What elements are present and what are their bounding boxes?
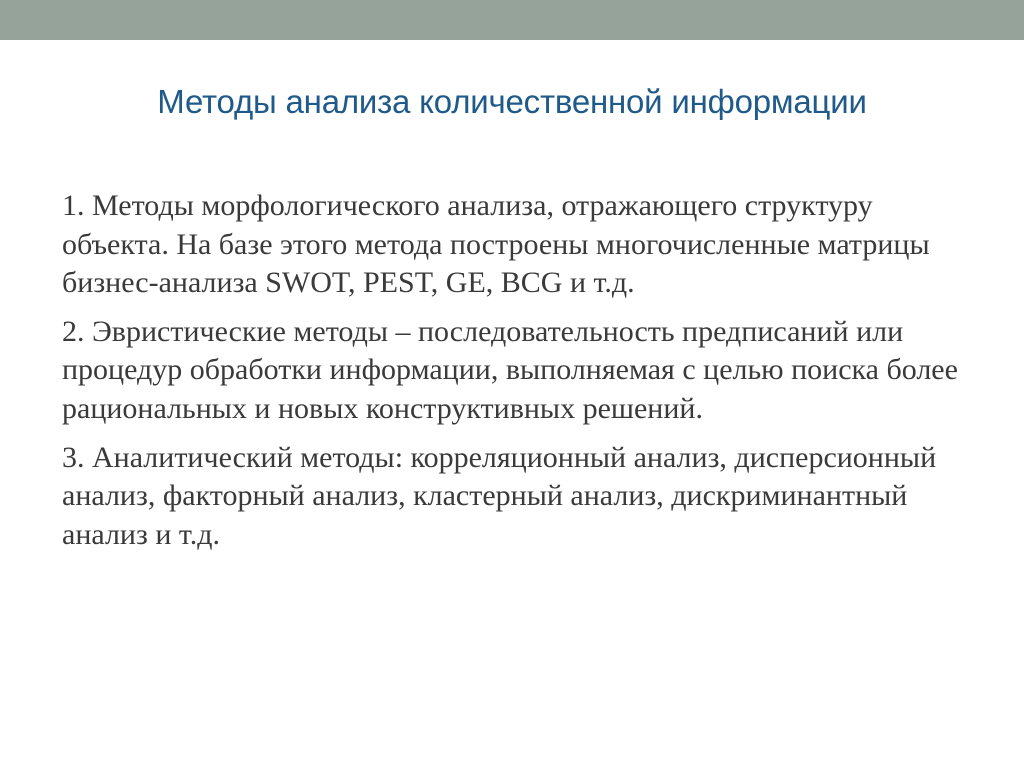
- slide-content: [62, 187, 982, 564]
- paragraph-analytical: 3. Аналитический методы: корреляционный анализ, дисперсионный анализ, факторный анализ, кластерный анализ, дискриминантный анализ и т.д.: [62, 440, 937, 551]
- paragraph-morphological: 1. Методы морфологического анализа, отражающего структуру объекта. На базе этого метода построены многочисленные матрицы бизнес-анализа SWOT, PEST, GE, BCG и т.д.: [62, 189, 930, 300]
- top-bar: [0, 0, 1024, 40]
- slide-title: Методы анализа количественной информации: [157, 83, 867, 120]
- paragraph-heuristic: 2. Эвристические методы – последовательность предписаний или процедур обработки информации, выполняемая с целью поиска более рациональных и новых конструктивных решений.: [62, 314, 958, 425]
